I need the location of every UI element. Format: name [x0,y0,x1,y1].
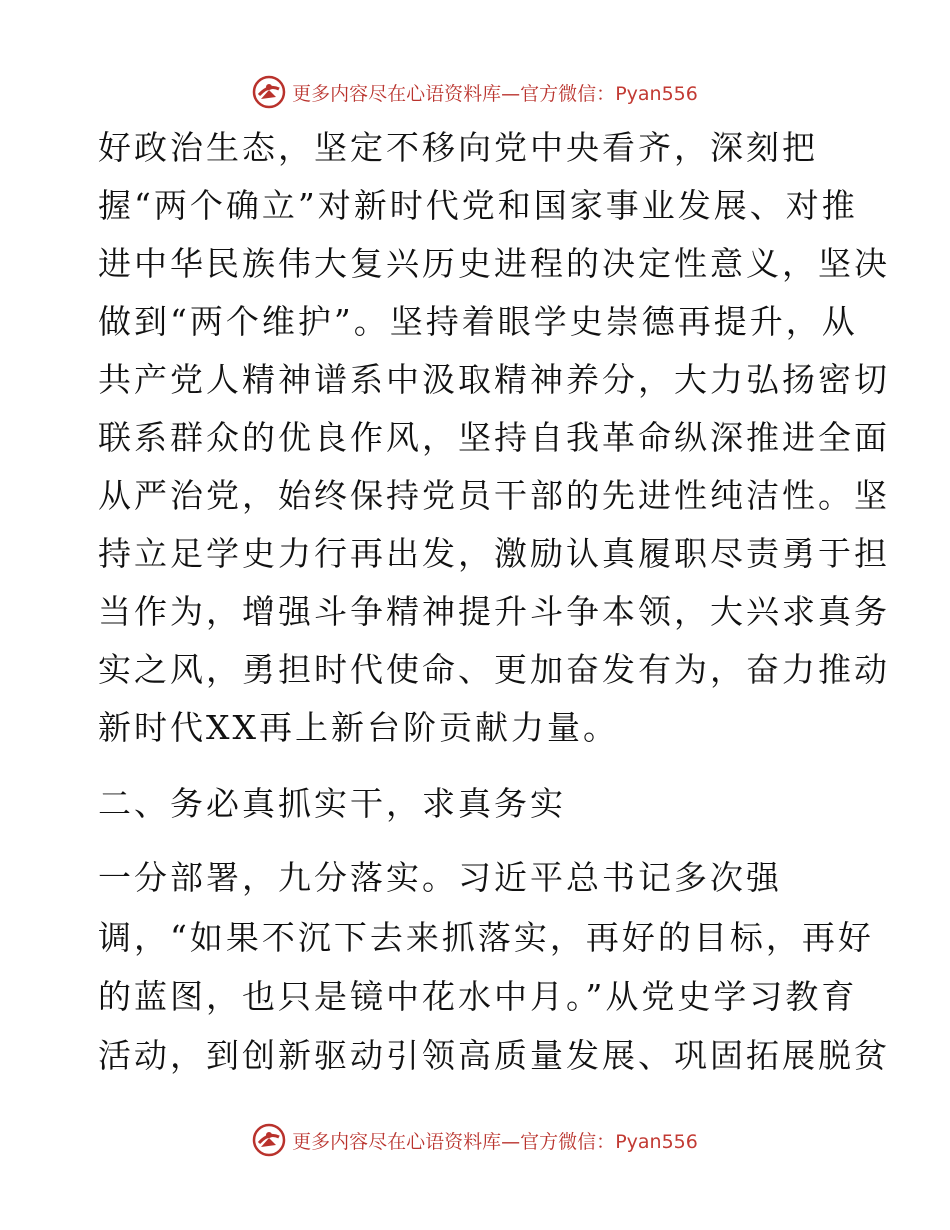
paragraph-line: 活动，到创新驱动引领高质量发展、巩固拓展脱贫 [98,1036,890,1075]
paragraph-line: 一分部署，九分落实。习近平总书记多次强 [98,858,782,897]
section-heading: 二、务必真抓实干，求真务实 [98,784,566,823]
paragraph-line: 从严治党，始终保持党员干部的先进性纯洁性。坚 [98,476,890,515]
paragraph-line: 的蓝图，也只是镜中花水中月。”从党史学习教育 [98,977,858,1016]
paragraph-line: 联系群众的优良作风，坚持自我革命纵深推进全面 [98,418,890,457]
paragraph-line: 握“两个确立”对新时代党和国家事业发展、对推 [98,186,858,225]
footer-watermark [0,1120,950,1160]
book-logo-icon [252,1123,286,1157]
watermark-separator: — [501,82,521,105]
paragraph-line: 持立足学史力行再出发，激励认真履职尽责勇于担 [98,534,890,573]
watermark-official: 官方微信： [520,82,616,105]
paragraph-line: 做到“两个维护”。坚持着眼学史崇德再提升，从 [98,302,858,341]
watermark-separator: — [501,1130,521,1153]
watermark-site: 更多内容尽在心语资料库 [292,82,502,105]
watermark-id: Pyan556 [615,1130,698,1153]
watermark-official: 官方微信： [520,1130,616,1153]
paragraph-line: 调，“如果不沉下去来抓落实，再好的目标，再好 [98,918,874,957]
paragraph-line: 当作为，增强斗争精神提升斗争本领，大兴求真务 [98,592,890,631]
paragraph-line: 新时代XX再上新台阶贡献力量。 [98,708,619,747]
watermark-id: Pyan556 [615,82,698,105]
paragraph-line: 进中华民族伟大复兴历史进程的决定性意义，坚决 [98,244,890,283]
watermark-text [292,1127,698,1154]
paragraph-line: 好政治生态，坚定不移向党中央看齐，深刻把 [98,128,818,167]
paragraph-line: 实之风，勇担时代使命、更加奋发有为，奋力推动 [98,650,890,689]
paragraph-line: 共产党人精神谱系中汲取精神养分，大力弘扬密切 [98,360,890,399]
watermark-site: 更多内容尽在心语资料库 [292,1130,502,1153]
